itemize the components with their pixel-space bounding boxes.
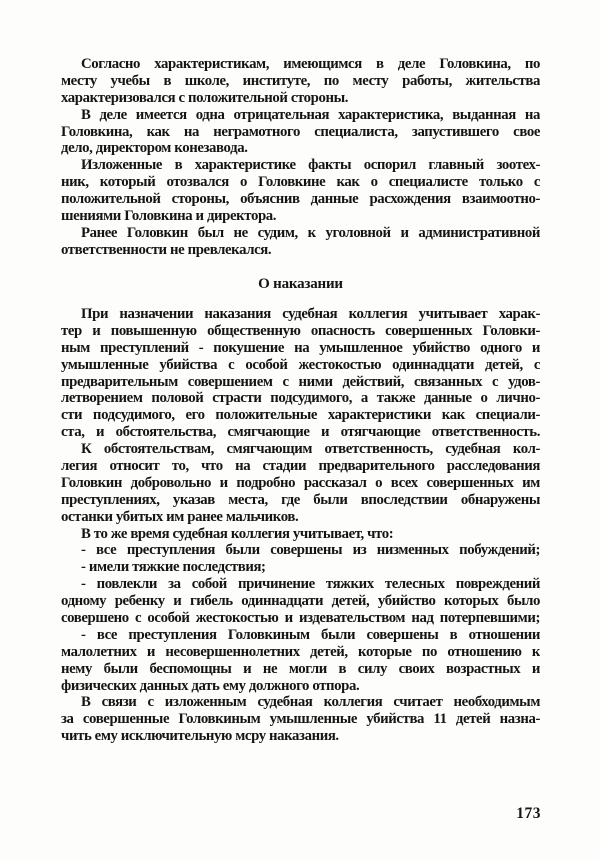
text-line: ным преступлений - покушение на умышленное убийство одного и <box>61 339 540 356</box>
text-line: легия относит то, что на стадии предварительного расследования <box>61 458 540 475</box>
text-block-bottom <box>61 306 540 745</box>
text-line: физических данных дать ему должного отпора. <box>61 677 360 694</box>
text-line: - имели тяжкие последствия; <box>81 559 266 576</box>
text-line: Головкина, как на неграмотного специалиста, запустившего свое <box>61 123 540 140</box>
text-line: В связи с изложенным судебная коллегия считает необходимым <box>81 694 540 711</box>
text-line: Головкин добровольно и подробно рассказал о всех совершенных им <box>61 474 540 491</box>
page-number: 173 <box>516 805 541 822</box>
text-line: сти подсудимого, его положительные характеристики как специали- <box>61 407 540 424</box>
paragraph <box>61 694 540 745</box>
text-line: - повлекли за собой причинение тяжких телесных повреждений <box>81 576 540 593</box>
text-line: нему были беспомощны и не могли в силу своих возрастных и <box>61 660 540 677</box>
text-line: положительной стороны, объяснив данные расхождения взаимоотно- <box>61 191 540 208</box>
section-heading: О наказании <box>258 276 343 292</box>
text-line: - все преступления Головкиным были совершены в отношении <box>81 626 540 643</box>
text-line: - все преступления были совершены из низменных побуждений; <box>81 542 540 559</box>
paragraph <box>61 627 540 695</box>
text-line: ста, и обстоятельства, смягчающие и отягчающие ответственность. <box>61 424 540 441</box>
text-line: одному ребенку и гибель одиннадцати детей, убийство которых было <box>61 593 540 610</box>
text-line: за совершенные Головкиным умышленные убийства 11 детей назна- <box>61 711 540 728</box>
text-line: В деле имеется одна отрицательная характеристика, выданная на <box>81 106 540 123</box>
paragraph <box>61 157 540 225</box>
text-line: Изложенные в характеристике факты оспорил главный зоотех- <box>81 157 540 174</box>
text-line: останки убитых им ранее мальчиков. <box>61 508 299 525</box>
paragraph <box>61 542 540 559</box>
paragraph <box>61 56 540 107</box>
paragraph <box>61 441 540 525</box>
text-block-top <box>61 56 540 259</box>
paragraph <box>61 225 540 259</box>
text-line: тер и повышенную общественную опасность совершенных Головки- <box>61 322 540 339</box>
text-line: совершено с особой жестокостью и издевательством над потерпевшими; <box>61 610 540 627</box>
text-line: Согласно характеристикам, имеющимся в деле Головкина, по <box>81 56 540 72</box>
paragraph <box>61 559 540 576</box>
text-line: чить ему исключительную мсру наказания. <box>61 728 339 745</box>
text-line: летворением половой страсти подсудимого, а также данные о лично- <box>61 390 540 407</box>
text-line: предварительным совершением с ними действий, связанных с удов- <box>61 373 540 390</box>
text-line: При назначении наказания судебная коллегия учитывает харак- <box>81 306 540 322</box>
paragraph <box>61 306 540 441</box>
text-line: ник, который отозвался о Головкине как о специалисте только с <box>61 174 540 191</box>
text-line: В то же время судебная коллегия учитывает, что: <box>81 525 394 542</box>
text-line: ответственности не превлекался. <box>61 241 272 258</box>
paragraph <box>61 576 540 627</box>
paragraph <box>61 107 540 158</box>
paragraph <box>61 526 540 543</box>
text-line: характеризовался с положительной стороны. <box>61 89 349 106</box>
text-line: шениями Головкина и директора. <box>61 208 277 225</box>
text-line: малолетних и несовершеннолетних детей, которые по отношению к <box>61 643 540 660</box>
text-line: дело, директором конезавода. <box>61 140 248 157</box>
text-line: Ранее Головкин был не судим, к уголовной и административной <box>81 224 540 241</box>
text-line: умышленные убийства с особой жестокостью одиннадцати детей, с <box>61 356 540 373</box>
text-line: месту учебы в школе, институте, по месту работы, жительства <box>61 72 540 89</box>
text-line: преступлениях, указав места, где были впоследствии обнаружены <box>61 491 540 508</box>
text-line: К обстоятельствам, смягчающим ответственность, судебная кол- <box>81 441 540 458</box>
